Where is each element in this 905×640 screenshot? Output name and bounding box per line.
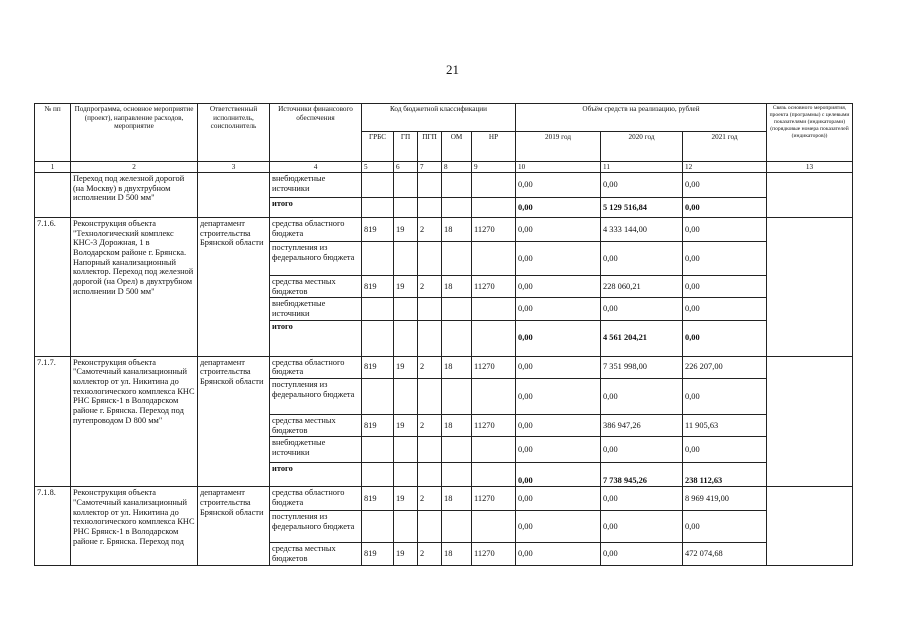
nr-cell: 11270 [472,356,516,378]
value-2019: 0,00 [516,414,601,436]
source-cell: средства областного бюджета [270,487,362,511]
total-2019: 0,00 [516,320,601,356]
header-2020: 2020 год [601,132,683,162]
value-2020: 4 333 144,00 [601,218,683,242]
source-cell: внебюджетные источники [270,437,362,463]
nr-cell: 11270 [472,543,516,565]
source-cell: поступления из федерального бюджета [270,378,362,414]
total-2020: 4 561 204,21 [601,320,683,356]
header-pgp: ПГП [418,132,442,162]
row-num: 7.1.8. [35,487,71,565]
measure-text: Реконструкция объекта "Технологический комплекс КНС-3 Дорожная, 1 в Володарском районе г. Брянска. Напорный канализационный коллектор. Переход под железной дорогой (на Орел) в двухтрубном исполнении D 500 мм" [71,218,198,357]
source-cell: средства областного бюджета [270,218,362,242]
col-num: 5 [362,162,394,173]
header-link: Связь основного мероприятия, проекта (программы) с целевыми показателями (индикаторами) (порядковые номера показателей (индикаторов)) [767,104,853,162]
header-sources: Источники финансового обеспечения [270,104,362,162]
col-num: 13 [767,162,853,173]
pgp-cell: 2 [418,276,442,298]
value-2020: 7 351 998,00 [601,356,683,378]
total-2021: 0,00 [683,320,767,356]
header-gp: ГП [394,132,418,162]
header-2019: 2019 год [516,132,601,162]
value-2020: 0,00 [601,242,683,276]
total-2021: 238 112,63 [683,463,767,487]
value-2019: 0,00 [516,218,601,242]
value-2021: 0,00 [683,242,767,276]
grbs-cell: 819 [362,276,394,298]
responsible-cell: департамент строительства Брянской области [198,487,270,565]
header-budget-code: Код бюджетной классификации [362,104,516,132]
value-2021: 0,00 [683,437,767,463]
col-num: 8 [442,162,472,173]
grbs-cell: 819 [362,487,394,511]
row-num [35,173,71,218]
om-cell: 18 [442,543,472,565]
value-2020: 0,00 [601,437,683,463]
header-volume: Объём средств на реализацию, рублей [516,104,767,132]
value-2019: 0,00 [516,173,601,198]
pgp-cell: 2 [418,487,442,511]
grbs-cell: 819 [362,414,394,436]
measure-text: Реконструкция объекта "Самотечный канализационный коллектор от ул. Никитина до технологического комплекса КНС РНС Брянск-1 в Володарском районе г. Брянска. Переход под [71,487,198,565]
total-label: итого [270,320,362,356]
table-row [35,173,853,198]
value-2021: 0,00 [683,173,767,198]
col-num: 9 [472,162,516,173]
col-num: 7 [418,162,442,173]
gp-cell: 19 [394,414,418,436]
value-2021: 0,00 [683,218,767,242]
nr-cell: 11270 [472,276,516,298]
value-2020: 0,00 [601,173,683,198]
value-2021: 472 074,68 [683,543,767,565]
source-cell: средства местных бюджетов [270,414,362,436]
source-cell: поступления из федерального бюджета [270,242,362,276]
header-num: № пп [35,104,71,162]
value-2019: 0,00 [516,298,601,320]
total-2020: 5 129 516,84 [601,198,683,218]
value-2020: 386 947,26 [601,414,683,436]
pgp-cell: 2 [418,356,442,378]
header-row [35,104,853,132]
om-cell: 18 [442,356,472,378]
col-num: 12 [683,162,767,173]
table-row [35,487,853,511]
value-2019: 0,00 [516,487,601,511]
link-cell [767,356,853,487]
om-cell: 18 [442,218,472,242]
value-2020: 228 060,21 [601,276,683,298]
pgp-cell: 2 [418,543,442,565]
col-num: 3 [198,162,270,173]
gp-cell: 19 [394,543,418,565]
source-cell: средства местных бюджетов [270,276,362,298]
gp-cell: 19 [394,218,418,242]
header-2021: 2021 год [683,132,767,162]
row-num: 7.1.6. [35,218,71,357]
om-cell: 18 [442,414,472,436]
gp-cell: 19 [394,276,418,298]
responsible-cell: департамент строительства Брянской области [198,356,270,487]
total-2019: 0,00 [516,198,601,218]
link-cell [767,218,853,357]
source-cell: внебюджетные источники [270,173,362,198]
table-row [35,356,853,378]
gp-cell: 19 [394,356,418,378]
value-2019: 0,00 [516,356,601,378]
col-num: 1 [35,162,71,173]
col-num: 6 [394,162,418,173]
nr-cell: 11270 [472,414,516,436]
total-label: итого [270,198,362,218]
value-2021: 226 207,00 [683,356,767,378]
value-2021: 0,00 [683,378,767,414]
row-num: 7.1.7. [35,356,71,487]
header-nr: НР [472,132,516,162]
value-2021: 11 905,63 [683,414,767,436]
responsible-cell [198,173,270,218]
value-2019: 0,00 [516,378,601,414]
nr-cell: 11270 [472,218,516,242]
column-numbers-row [35,162,853,173]
om-cell: 18 [442,487,472,511]
value-2021: 0,00 [683,511,767,543]
gp-cell: 19 [394,487,418,511]
value-2020: 0,00 [601,298,683,320]
value-2021: 0,00 [683,298,767,320]
header-program: Подпрограмма, основное мероприятие (проект), направление расходов, мероприятие [71,104,198,162]
col-num: 2 [71,162,198,173]
source-cell: внебюджетные источники [270,298,362,320]
header-responsible: Ответственный исполнитель, соисполнитель [198,104,270,162]
grbs-cell: 819 [362,543,394,565]
measure-text: Реконструкция объекта "Самотечный канализационный коллектор от ул. Никитина до технологического комплекса КНС РНС Брянск-1 в Володарском районе г. Брянска. Переход под путепроводом D 800 мм" [71,356,198,487]
responsible-cell: департамент строительства Брянской области [198,218,270,357]
pgp-cell: 2 [418,414,442,436]
source-cell: средства областного бюджета [270,356,362,378]
nr-cell: 11270 [472,487,516,511]
link-cell [767,487,853,565]
source-cell: поступления из федерального бюджета [270,511,362,543]
total-2019: 0,00 [516,463,601,487]
measure-text: Переход под железной дорогой (на Москву) в двухтрубном исполнении D 500 мм" [71,173,198,218]
value-2019: 0,00 [516,242,601,276]
om-cell: 18 [442,276,472,298]
total-2020: 7 738 945,26 [601,463,683,487]
total-2021: 0,00 [683,198,767,218]
link-cell [767,173,853,218]
value-2020: 0,00 [601,543,683,565]
col-num: 10 [516,162,601,173]
budget-table [34,103,853,566]
grbs-cell: 819 [362,218,394,242]
col-num: 11 [601,162,683,173]
page-number: 21 [446,62,459,77]
value-2019: 0,00 [516,543,601,565]
value-2019: 0,00 [516,511,601,543]
total-label: итого [270,463,362,487]
value-2021: 8 969 419,00 [683,487,767,511]
value-2020: 0,00 [601,487,683,511]
source-cell: средства местных бюджетов [270,543,362,565]
header-grbs: ГРБС [362,132,394,162]
col-num: 4 [270,162,362,173]
value-2019: 0,00 [516,437,601,463]
header-om: ОМ [442,132,472,162]
value-2021: 0,00 [683,276,767,298]
pgp-cell: 2 [418,218,442,242]
value-2019: 0,00 [516,276,601,298]
table-row [35,218,853,242]
value-2020: 0,00 [601,378,683,414]
value-2020: 0,00 [601,511,683,543]
grbs-cell: 819 [362,356,394,378]
